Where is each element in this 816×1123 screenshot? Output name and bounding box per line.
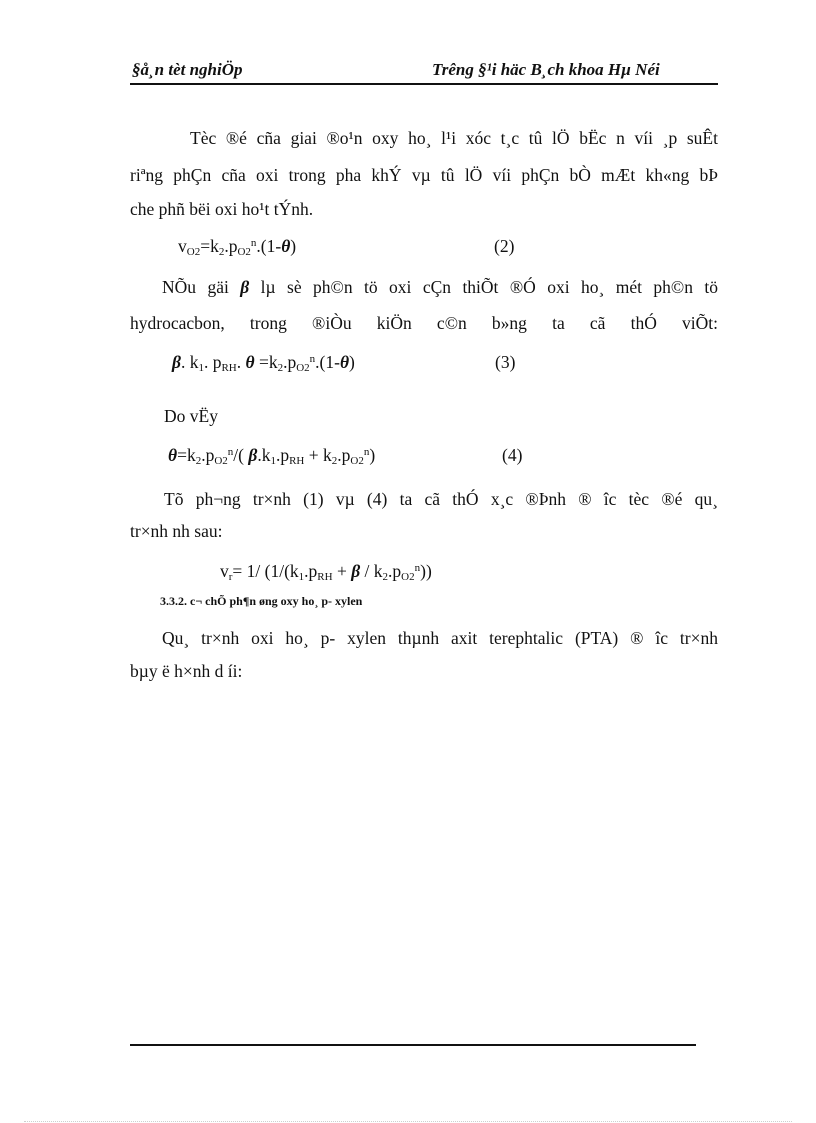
page-bottom-edge xyxy=(24,1121,792,1122)
paragraph-3-line-2: tr×nh nh sau: xyxy=(130,521,223,541)
paragraph-1-line-2: riªng phÇn cña oxi trong pha khÝ vµ tû lÖ víi phÇn bÒ mÆt kh«ng bÞ xyxy=(130,165,718,185)
header-divider xyxy=(130,83,718,85)
equation-3: β. $k_1$. $p_{RH}$. $\theta =k_2.p_{O2}^n.(1-\theta)$ xyxy=(172,352,355,374)
equation-4-number: (4) xyxy=(502,445,523,465)
footer-divider xyxy=(130,1044,696,1046)
equation-rate: $v_r= 1/$ $(1/(k_1.p_{RH} + \beta / k_2.p_{O2}^n))$ xyxy=(220,561,432,583)
paragraph-4-line-2: bµy ë h×nh d íi: xyxy=(130,661,243,681)
equation-2: $v_{O2}=k_2.p_{O2}^n.(1-\theta)$ xyxy=(178,236,297,258)
equation-2-number: (2) xyxy=(494,236,515,256)
paragraph-1-line-3: che phñ bëi oxi ho¹t tÝnh. xyxy=(130,199,314,219)
paragraph-4-line-1: Qu¸ tr×nh oxi ho¸ p- xylen thµnh axit terephtalic (PTA) ® îc tr×nh xyxy=(162,628,718,648)
paragraph-2-line-2: hydrocacbon, trong ®iÒu kiÖn c©n b»ng ta cã thÓ viÕt: xyxy=(130,313,718,333)
section-heading: 3.3.2. c¬ chÕ ph¶n øng oxy ho¸ p- xylen xyxy=(160,594,363,608)
equation-3-number: (3) xyxy=(495,352,516,372)
do-vay-text: Do vËy xyxy=(164,406,218,426)
header-right-title: Trêng §¹i häc B¸ch khoa Hµ Néi xyxy=(432,60,660,79)
equation-4: $\theta=k_2.p_{O2}^n/$( $\beta.k_1.p_{RH} + k_2.p_{O2}^n$) xyxy=(168,445,376,467)
paragraph-2-line-1: NÕu gäi β lµ sè ph©n tö oxi cÇn thiÕt ®Ó oxi ho¸ mét ph©n tö xyxy=(162,277,719,297)
header-left-title: §å¸n tèt nghiÖp xyxy=(132,60,243,79)
paragraph-3-line-1: Tõ ph¬ng tr×nh (1) vµ (4) ta cã thÓ x¸c ®Þnh ® îc tèc ®é qu¸ xyxy=(164,489,718,509)
paragraph-1-line-1: Tèc ®é cña giai ®o¹n oxy ho¸ l¹i xóc t¸c tû lÖ bËc n víi ¸p suÊt xyxy=(190,128,718,148)
